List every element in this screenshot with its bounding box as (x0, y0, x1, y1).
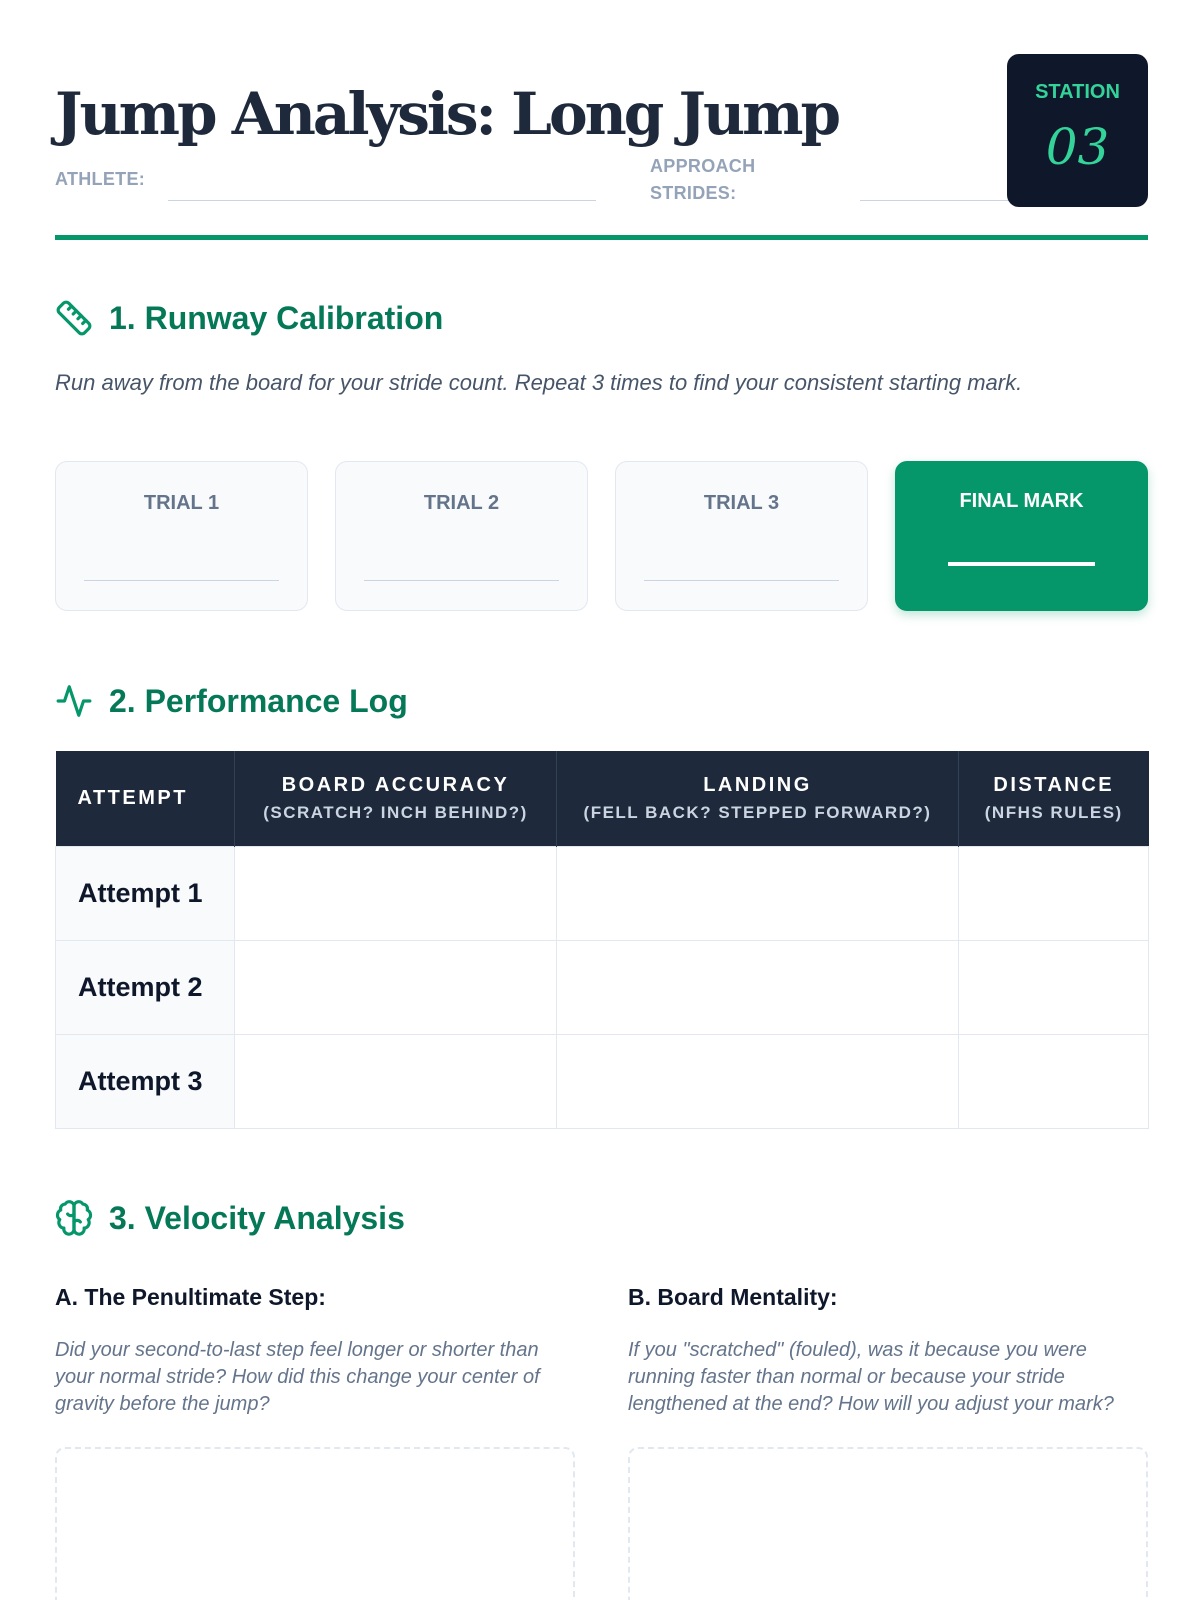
station-number: 03 (1045, 118, 1110, 176)
board-mentality-heading: B. Board Mentality: (628, 1284, 838, 1310)
brain-icon (55, 1199, 93, 1237)
attempt-3-board-accuracy-cell[interactable] (235, 1034, 557, 1128)
performance-log-table (55, 751, 1149, 1129)
table-header-row (56, 751, 1149, 846)
attempt-2-board-accuracy-cell[interactable] (235, 940, 557, 1034)
attempt-3-label: Attempt 3 (56, 1034, 235, 1128)
trial-2-line (364, 580, 559, 581)
section-performance-title: 2. Performance Log (109, 682, 408, 719)
trial-1-line (84, 580, 279, 581)
column-header-sublabel: (FELL BACK? STEPPED FORWARD?) (583, 802, 932, 822)
column-header-attempt (56, 751, 235, 846)
trial-2-label: TRIAL 2 (423, 492, 500, 514)
attempt-2-landing-cell[interactable] (557, 940, 959, 1034)
attempt-3-landing-cell[interactable] (557, 1034, 959, 1128)
activity-icon (55, 682, 93, 720)
attempt-2-label: Attempt 2 (56, 940, 235, 1034)
penultimate-step-heading: A. The Penultimate Step: (55, 1284, 326, 1310)
ruler-icon (55, 299, 93, 337)
athlete-label: ATHLETE: (55, 169, 146, 189)
board-mentality-answer-box[interactable] (628, 1447, 1148, 1600)
column-header-landing (557, 751, 959, 846)
approach-label-line1: APPROACH (650, 156, 756, 176)
worksheet-page (55, 0, 1148, 1600)
header-divider (55, 235, 1148, 240)
athlete-field[interactable] (168, 200, 596, 201)
trial-1-card[interactable] (55, 461, 308, 611)
table-row (56, 846, 1149, 940)
trial-3-line (644, 580, 839, 581)
station-label: STATION (1035, 81, 1120, 103)
attempt-3-distance-cell[interactable] (959, 1034, 1149, 1128)
attempt-1-label: Attempt 1 (56, 846, 235, 940)
attempt-2-distance-cell[interactable] (959, 940, 1149, 1034)
page-title: Jump Analysis: Long Jump (55, 80, 839, 148)
trial-3-card[interactable] (615, 461, 868, 611)
board-mentality-prompt: If you "scratched" (fouled), was it because you were running faster than normal or because your stride lengthened at the end? How will you adjust your mark? (628, 1339, 1114, 1415)
attempt-1-board-accuracy-cell[interactable] (235, 846, 557, 940)
final-mark-label: FINAL MARK (959, 490, 1084, 512)
runway-instructions: Run away from the board for your stride count. Repeat 3 times to find your consistent starting mark. (55, 370, 1023, 395)
column-header-label: LANDING (703, 773, 812, 796)
column-header-label: BOARD ACCURACY (281, 773, 510, 796)
penultimate-step-prompt: Did your second-to-last step feel longer or shorter than your normal stride? How did this change your center of gravity before the jump? (55, 1339, 540, 1415)
final-mark-blank (948, 562, 1095, 566)
section-velocity-heading (55, 1198, 405, 1238)
column-header-distance (959, 751, 1149, 846)
section-performance-heading (55, 681, 408, 721)
penultimate-step-answer-box[interactable] (55, 1447, 575, 1600)
trial-1-label: TRIAL 1 (143, 492, 220, 514)
final-mark-card[interactable] (895, 461, 1148, 611)
column-header-board-accuracy (235, 751, 557, 846)
table-row (56, 1034, 1149, 1128)
section-velocity-title: 3. Velocity Analysis (109, 1199, 405, 1236)
column-header-label: ATTEMPT (77, 786, 188, 809)
section-runway-heading (55, 298, 443, 338)
station-badge (1007, 54, 1148, 207)
table-row (56, 940, 1149, 1034)
section-runway-title: 1. Runway Calibration (109, 299, 444, 336)
column-header-sublabel: (SCRATCH? INCH BEHIND?) (263, 802, 528, 822)
approach-strides-field[interactable] (860, 200, 1010, 201)
attempt-1-landing-cell[interactable] (557, 846, 959, 940)
column-header-sublabel: (NFHS RULES) (984, 802, 1123, 822)
attempt-1-distance-cell[interactable] (959, 846, 1149, 940)
column-header-label: DISTANCE (993, 773, 1115, 796)
approach-strides-label (650, 153, 755, 207)
trial-2-card[interactable] (335, 461, 588, 611)
trial-3-label: TRIAL 3 (703, 492, 780, 514)
approach-label-line2: STRIDES: (650, 183, 737, 203)
